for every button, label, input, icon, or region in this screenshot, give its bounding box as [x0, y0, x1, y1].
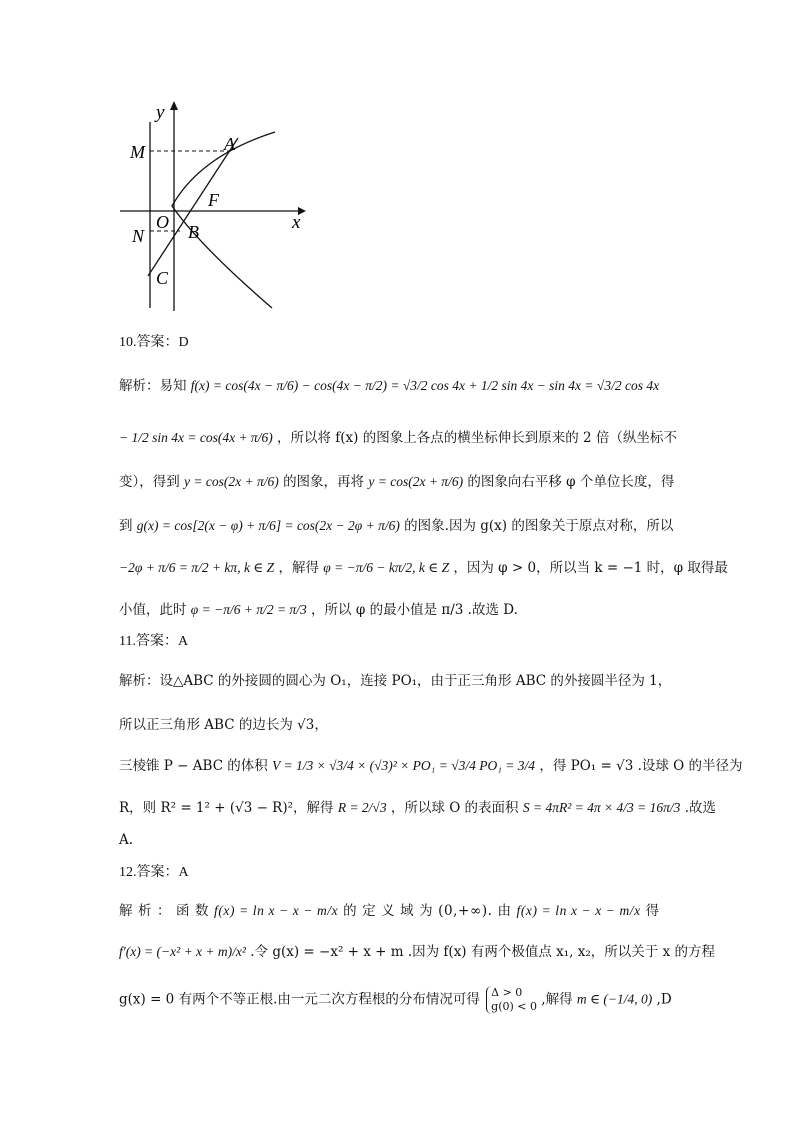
q12-l1-math-1: f(x) = ln x − x − m/x: [213, 903, 339, 918]
q11-line-5: A.: [119, 832, 134, 848]
q10-l3-a: 变），得到: [119, 474, 180, 490]
q11-l3-b: ，得 PO₁ = √3 .设球 O 的半径为: [539, 758, 743, 774]
q10-line-1: [119, 374, 679, 394]
q11-l3-a: 三棱锥 P − ABC 的体积: [119, 758, 268, 774]
y-axis-arrow: [170, 101, 178, 110]
q10-l5-a: ，解得: [278, 560, 319, 576]
q10-l1-math: f(x) = cos(4x − π/6) − cos(4x − π/2) = √3/2 cos 4x + 1/2 sin 4x − sin 4x = √3/2 cos 4x: [190, 378, 660, 393]
q10-l2-math: − 1/2 sin 4x = cos(4x + π/6): [119, 430, 273, 445]
q12-system: [486, 986, 537, 1014]
q12-l2-a: .令 g(x) = −x² + x + m .因为 f(x) 有两个极值点 x₁, x₂，所以关于 x 的方程: [250, 944, 715, 960]
q12-line-1: [119, 899, 679, 919]
chord-line: [148, 138, 238, 276]
q11-answer: 11.答案：A: [119, 634, 189, 649]
q12-answer: 12.答案：A: [119, 865, 189, 880]
q10-line-3: [119, 470, 679, 490]
q11-l4-a: R，则 R² = 1² + (√3 − R)²，解得: [119, 800, 334, 816]
q10-line-6: [119, 598, 679, 618]
label-B: B: [188, 222, 199, 242]
q11-l4-b: ，所以球 O 的表面积: [390, 800, 519, 816]
q10-l5-math-2: φ = −π/6 − kπ/2, k ∈ Z: [323, 560, 450, 575]
q12-system-row-2: g(0) < 0: [491, 1000, 537, 1013]
q11-l4-math: R = 2/√3: [337, 800, 387, 815]
q11-line-4: [119, 796, 716, 816]
q12-l1-math-2: f(x) = ln x − x − m/x: [516, 903, 641, 918]
q10-l3-b: 的图象，再将: [283, 474, 365, 490]
q11-line-1: 解析：设△ABC 的外接圆的圆心为 O₁，连接 PO₁，由于正三角形 ABC 的外接圆半径为 1，: [119, 673, 672, 689]
label-y: y: [156, 102, 165, 123]
q10-l3-math-2: y = cos(2x + π/6): [368, 474, 464, 489]
q10-l6-b: ，所以 φ 的最小值是 π/3 .故选 D.: [311, 602, 518, 618]
q10-l3-math-1: y = cos(2x + π/6): [184, 474, 279, 489]
q10-line-2: [119, 426, 679, 446]
label-F: F: [208, 190, 219, 210]
q12-line-2: [119, 940, 715, 960]
q10-l6-math: φ = −π/6 + π/2 = π/3: [190, 602, 307, 617]
label-A: A: [224, 134, 235, 154]
q10-line-4: [119, 514, 679, 534]
q12-l1-b: 的 定 义 域 为 (0,+∞). 由: [343, 903, 512, 919]
q11-line-3: [119, 754, 743, 774]
q10-l2-text: ，所以将 f(x) 的图象上各点的横坐标伸长到原来的 2 倍（纵坐标不: [277, 430, 677, 446]
q10-l4-b: 的图象.因为 g(x) 的图象关于原点对称，所以: [404, 518, 674, 534]
q10-l4-a: 到: [119, 518, 133, 534]
q12-system-row-1: Δ > 0: [491, 986, 523, 999]
q11-l4-c: .故选: [684, 800, 716, 816]
q10-line-5: [119, 556, 728, 576]
parabola-curve: [172, 132, 275, 308]
label-O: O: [156, 212, 169, 232]
q12-line-3: [119, 986, 679, 1014]
label-M: M: [130, 142, 145, 162]
q12-l1-c: 得: [645, 903, 660, 919]
q10-l5-math-1: −2φ + π/6 = π/2 + kπ, k ∈ Z: [119, 560, 275, 575]
q12-l3-c: ,D: [656, 991, 672, 1008]
graph-figure: [100, 96, 330, 318]
q11-line-2: 所以正三角形 ABC 的边长为 √3，: [119, 717, 328, 733]
label-N: N: [132, 226, 145, 246]
q12-l1-a: 解 析 ： 函 数: [119, 903, 210, 919]
q12-l2-math: f′(x) = (−x² + x + m)/x²: [119, 944, 246, 959]
q10-l3-c: 的图象向右平移 φ 个单位长度，得: [467, 474, 675, 490]
q10-answer: 10.答案：D: [119, 335, 189, 350]
q10-l4-math: g(x) = cos[2(x − φ) + π/6] = cos(2x − 2φ + π/6): [136, 518, 400, 533]
q11-l3-math: V = 1/3 × √3/4 × (√3)² × PO₁ = √3/4 PO₁ = 3/4: [272, 758, 536, 773]
q11-l4-math-2: S = 4πR² = 4π × 4/3 = 16π/3: [522, 800, 681, 815]
label-C: C: [156, 268, 169, 288]
q12-l3-a: g(x) = 0 有两个不等正根.由一元二次方程根的分布情况可得: [119, 991, 480, 1008]
q12-l3-b: ,解得: [541, 991, 573, 1008]
q10-l6-a: 小值，此时: [119, 602, 187, 618]
q10-l1-pre: 解析：易知: [119, 378, 187, 394]
q10-l5-b: ，因为 φ > 0，所以当 k = −1 时，φ 取得最: [453, 560, 728, 576]
q12-l3-math: m ∈ (−1/4, 0): [576, 991, 653, 1007]
label-x: x: [292, 212, 301, 233]
